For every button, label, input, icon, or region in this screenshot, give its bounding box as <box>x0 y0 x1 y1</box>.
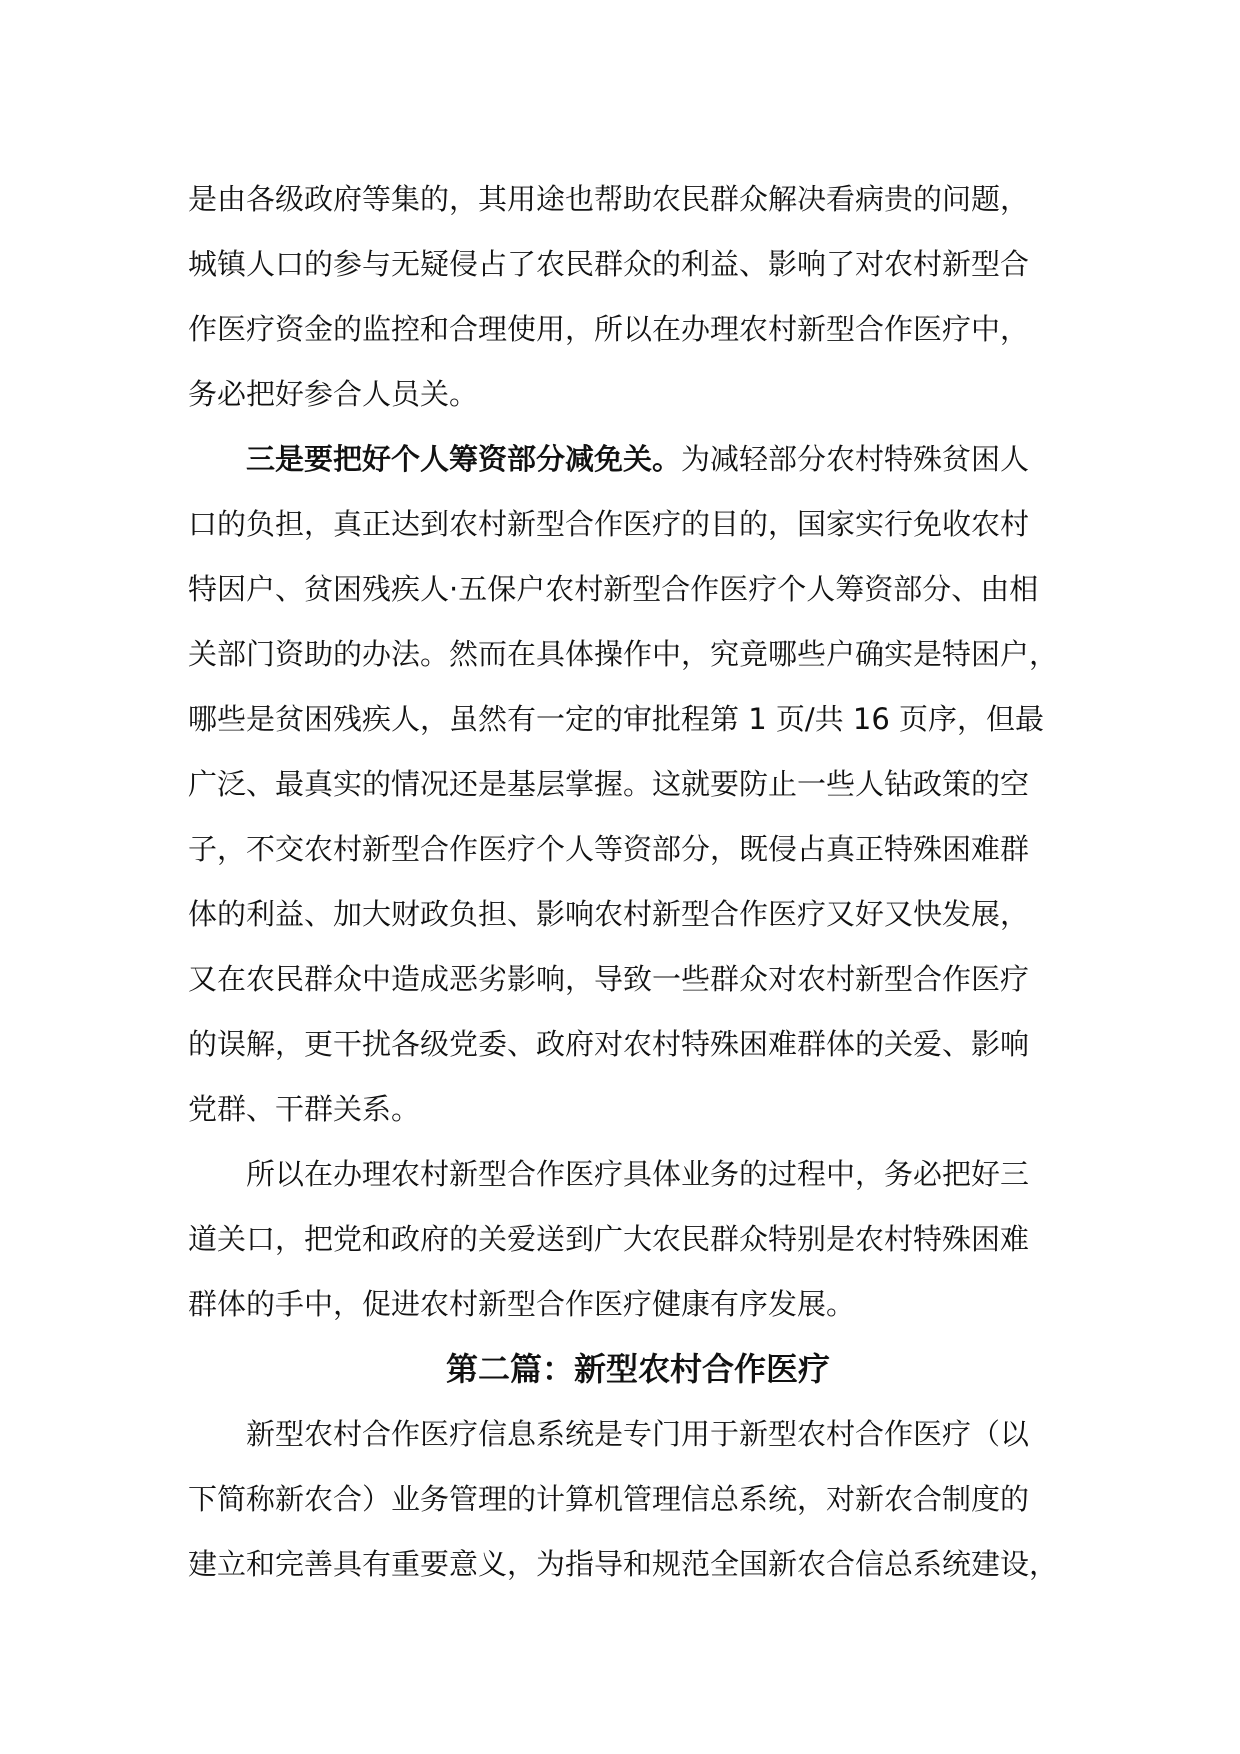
text-line: 务必把好参合人员关。 <box>188 377 479 411</box>
text-line: 口的负担，真正达到农村新型合作医疗的目的，国家实行免收农村 <box>188 507 1030 541</box>
text-line: 建立和完善具有重要意义，为指导和规范全国新农合信总系统建设， <box>188 1547 1059 1581</box>
text-line: 作医疗资金的监控和合理使用，所以在办理农村新型合作医疗中， <box>188 312 1030 346</box>
text-line: 党群、干群关系。 <box>188 1092 421 1126</box>
paragraph-2 <box>188 427 1088 1142</box>
text-line: 又在农民群众中造成恶劣影响，导致一些群众对农村新型合作医疗 <box>188 962 1030 996</box>
text-line: 的误解，更干扰各级党委、政府对农村特殊困难群体的关爱、影响 <box>188 1027 1030 1061</box>
text-line: 所以在办理农村新型合作医疗具体业务的过程中，务必把好三 <box>246 1157 1030 1191</box>
paragraph-3 <box>188 1142 1088 1337</box>
text-line: 是由各级政府等集的，其用途也帮助农民群众解决看病贵的问题， <box>188 182 1030 216</box>
text-line: 哪些是贫困残疾人，虽然有一定的审批程第 1 页/共 16 页序，但最 <box>188 702 1044 736</box>
text-line: 广泛、最真实的情况还是基层掌握。这就要防止一些人钻政策的空 <box>188 767 1030 801</box>
text-line: 群体的手中，促进农村新型合作医疗健康有序发展。 <box>188 1287 856 1321</box>
text-line: 城镇人口的参与无疑侵占了农民群众的利益、影响了对农村新型合 <box>188 247 1030 281</box>
document-body <box>188 167 1088 1597</box>
text-line: 体的利益、加大财政负担、影响农村新型合作医疗又好又快发展， <box>188 897 1030 931</box>
text-line: 下简称新农合）业务管理的计算机管理信总系统，对新农合制度的 <box>188 1482 1030 1516</box>
text-line: 关部门资助的办法。然而在具体操作中，究竟哪些户确实是特困户， <box>188 637 1059 671</box>
section-heading: 第二篇：新型农村合作医疗 <box>445 1350 830 1388</box>
text-line: 子，不交农村新型合作医疗个人等资部分，既侵占真正特殊困难群 <box>188 832 1030 866</box>
paragraph-1 <box>188 167 1088 427</box>
text-line: 道关口，把党和政府的关爱送到广大农民群众特别是农村特殊困难 <box>188 1222 1030 1256</box>
text-line: 新型农村合作医疗信息系统是专门用于新型农村合作医疗（以 <box>246 1417 1030 1451</box>
text-line <box>188 427 1088 492</box>
first-line-rest: 为减轻部分农村特殊贫困人 <box>681 442 1030 476</box>
bold-lead-text: 三是要把好个人筹资部分减免关。 <box>246 442 682 476</box>
paragraph-4 <box>188 1402 1088 1597</box>
text-line: 特因户、贫困残疾人·五保户农村新型合作医疗个人筹资部分、由相 <box>188 572 1039 606</box>
